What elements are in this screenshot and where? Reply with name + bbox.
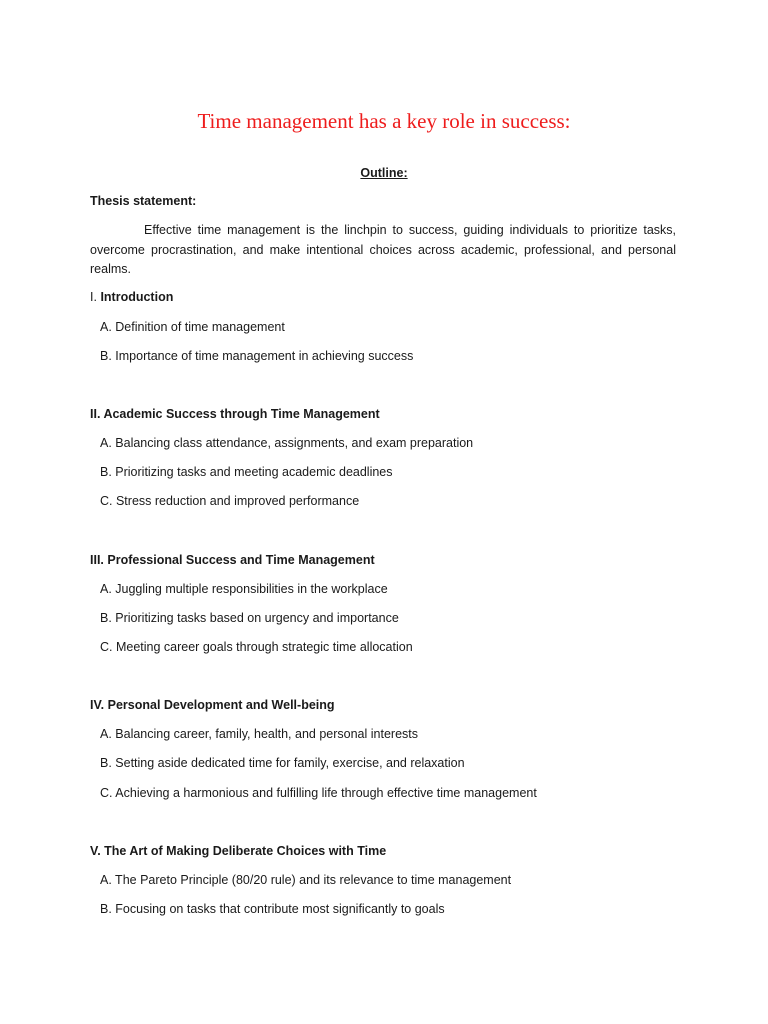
thesis-heading: Thesis statement:: [90, 194, 197, 208]
section-heading: [90, 551, 375, 569]
section-numeral: V.: [90, 844, 101, 858]
section-numeral: II.: [90, 407, 101, 421]
outline-item: B. Importance of time management in achieving success: [100, 349, 414, 363]
outline-item: A. The Pareto Principle (80/20 rule) and its relevance to time management: [100, 873, 512, 887]
section-numeral: III.: [90, 553, 104, 567]
section-heading: [90, 288, 173, 306]
outline-item: C. Stress reduction and improved performance: [100, 494, 360, 508]
outline-item: A. Balancing class attendance, assignments, and exam preparation: [100, 436, 474, 450]
outline-item: A. Juggling multiple responsibilities in the workplace: [100, 582, 388, 596]
section-title: Academic Success through Time Management: [103, 407, 380, 421]
section-heading: [90, 405, 380, 423]
section-heading: [90, 842, 386, 860]
outline-heading: Outline:: [360, 166, 408, 180]
outline-item: A. Balancing career, family, health, and personal interests: [100, 727, 418, 741]
section-heading: [90, 696, 335, 714]
thesis-body: Effective time management is the linchpin to success, guiding individuals to prioritize tasks, overcome procrastination, and make intentional choices across academic, professional, and personal realms.: [90, 223, 676, 276]
section-title: Professional Success and Time Management: [107, 553, 375, 567]
outline-item: B. Prioritizing tasks based on urgency and importance: [100, 611, 399, 625]
outline-item: A. Definition of time management: [100, 320, 285, 334]
outline-item: C. Meeting career goals through strategic time allocation: [100, 640, 413, 654]
section-title: The Art of Making Deliberate Choices with Time: [104, 844, 387, 858]
section-numeral: IV.: [90, 698, 105, 712]
section-title: Introduction: [100, 290, 174, 304]
section-title: Personal Development and Well-being: [107, 698, 335, 712]
outline-item: B. Prioritizing tasks and meeting academic deadlines: [100, 465, 393, 479]
section-numeral: I.: [90, 290, 97, 304]
document-title: Time management has a key role in success:: [197, 109, 571, 133]
outline-item: B. Focusing on tasks that contribute most significantly to goals: [100, 902, 445, 916]
outline-item: C. Achieving a harmonious and fulfilling life through effective time management: [100, 786, 537, 800]
outline-item: B. Setting aside dedicated time for family, exercise, and relaxation: [100, 756, 465, 770]
